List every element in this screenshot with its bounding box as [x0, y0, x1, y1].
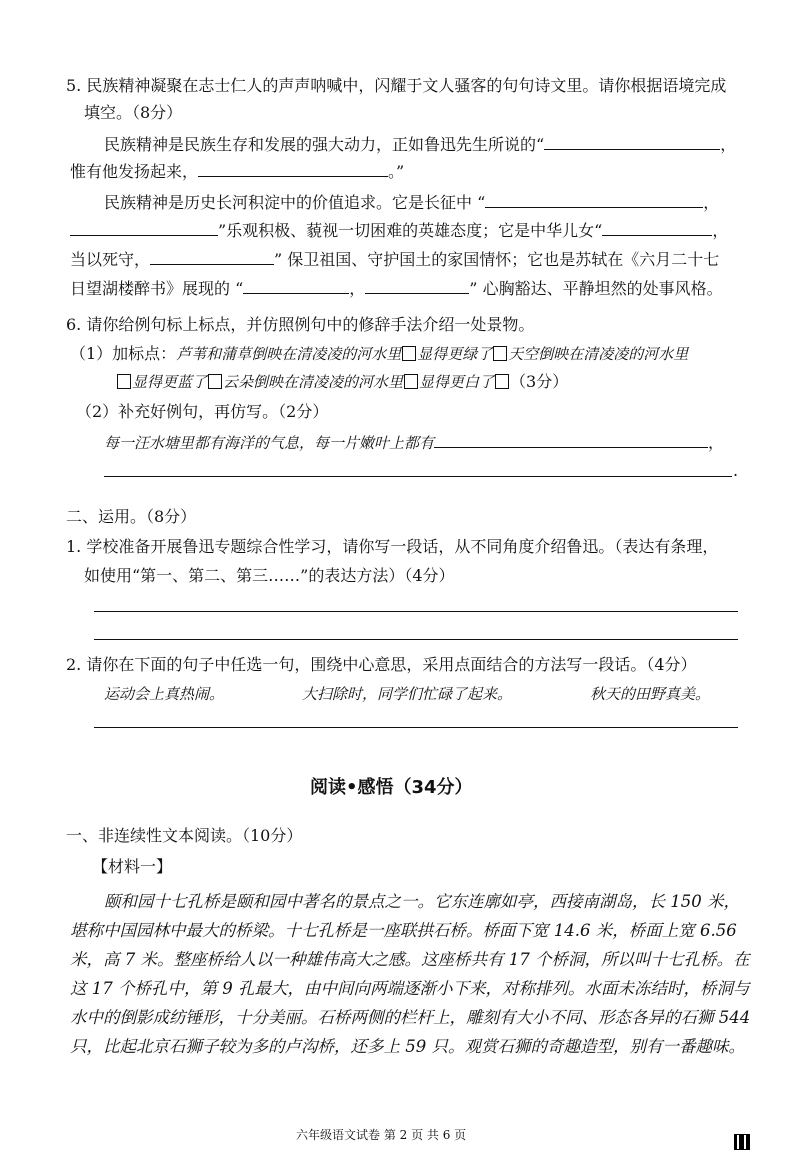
blank-1[interactable]: [544, 134, 720, 150]
material-line-1: 颐和园十七孔桥是颐和园中著名的景点之一。它东连廓如亭，西接南湖岛，长 150 米，: [104, 892, 740, 911]
material-line-5: 水中的倒影成纺锤形，十分美丽。石桥两侧的栏杆上，雕刻有大小不同、形态各异的石狮 544: [70, 1008, 751, 1027]
material-line-4: 这 17 个桥孔中，第 9 孔最大，由中间向两端逐渐小下来，对称排列。水面未冻结时，桥洞与: [70, 979, 750, 998]
blank-8[interactable]: [365, 278, 469, 294]
part2-q1-line2: 如使用“第一、第二、第三……”的表达方法）（4分）: [84, 566, 455, 585]
section-title: 阅读•感悟（34分）: [310, 777, 473, 798]
q6-sub1-line1: （1）加标点：芦苇和蒲草倒映在清凌凌的河水里 显得更绿了 天空倒映在清凌凌的河水里: [70, 344, 689, 363]
answer-line-q6[interactable]: [104, 476, 732, 477]
punct-box-4[interactable]: [208, 374, 222, 389]
q6-stem: 6. 请你给例句标上标点，并仿照例句中的修辞手法介绍一处景物。: [66, 315, 535, 334]
punct-box-2[interactable]: [493, 346, 507, 361]
blank-5[interactable]: [602, 220, 712, 236]
material-label: 【材料一】: [92, 857, 173, 876]
q5-para2-line1: 民族精神是历史长河积淀中的价值追求。它是长征中 “ ，: [104, 193, 720, 212]
q6-period: .: [733, 461, 739, 480]
blank-7[interactable]: [243, 278, 349, 294]
material-line-6: 只，比起北京石狮子较为多的卢沟桥，还多上 59 只。观赏石狮的奇趣造型，别有一番趣味。: [70, 1037, 745, 1056]
part2-q1-line1: 1. 学校准备开展鲁迅专题综合性学习，请你写一段话，从不同角度介绍鲁迅。（表达有条理，: [66, 537, 719, 556]
material-line-2: 堪称中国园林中最大的桥梁。十七孔桥是一座联拱石桥。桥面下宽 14.6 米，桥面上宽 6.56: [70, 921, 737, 940]
blank-9[interactable]: [434, 432, 708, 448]
page-footer: 六年级语文试卷 第 2 页 共 6 页: [296, 1128, 467, 1142]
part2-heading: 二、运用。（8分）: [66, 507, 197, 526]
option-2: 大扫除时，同学们忙碌了起来。: [302, 685, 513, 703]
blank-3[interactable]: [485, 192, 703, 208]
punct-box-5[interactable]: [404, 374, 418, 389]
material-line-3: 米，高 7 米。整座桥给人以一种雄伟高大之感。这座桥共有 17 个桥洞，所以叫十七孔桥。在: [70, 950, 750, 969]
q5-stem-line1: 5. 民族精神凝聚在志士仁人的声声呐喊中，闪耀于文人骚客的句句诗文里。请你根据语境完成: [66, 76, 727, 95]
qr-code-icon: [734, 1134, 750, 1150]
option-3: 秋天的田野真美。: [590, 685, 711, 703]
punct-box-1[interactable]: [402, 346, 416, 361]
q5-para2-line2: ”乐观积极、藐视一切困难的英雄态度；它是中华儿女“ ，: [70, 220, 728, 241]
q5-stem-line2: 填空。（8分）: [84, 103, 183, 122]
blank-6[interactable]: [150, 249, 274, 265]
punct-box-6[interactable]: [495, 374, 509, 389]
part2-q2: 2. 请你在下面的句子中任选一句，围绕中心意思，采用点面结合的方法写一段话。（4分）: [66, 655, 697, 674]
reading-subheading: 一、非连续性文本阅读。（10分）: [66, 826, 303, 845]
answer-line-3[interactable]: [94, 727, 738, 728]
q6-sub2-line: 每一汪水塘里都有海洋的气息，每一片嫩叶上都有 ，: [104, 433, 725, 452]
q5-para1-line2: 惟有他发扬起来， 。”: [70, 162, 405, 181]
q5-para2-line4: 日望湖楼醉书》展现的 “ ， ” 心胸豁达、平静坦然的处事风格。: [70, 279, 723, 298]
answer-line-2[interactable]: [94, 639, 738, 640]
blank-4[interactable]: [70, 220, 218, 236]
answer-line-1[interactable]: [94, 611, 738, 612]
q5-para2-line3: 当以死守， ” 保卫祖国、守护国土的家国情怀；它也是苏轼在《六月二十七: [70, 250, 720, 269]
punct-box-3[interactable]: [117, 374, 131, 389]
blank-2[interactable]: [198, 161, 388, 177]
q5-para1-text: 民族精神是民族生存和发展的强大动力，正如鲁迅先生所说的“: [104, 135, 545, 154]
option-1: 运动会上真热闹。: [104, 685, 225, 703]
q6-sub1-line2: 显得更蓝了 云朵倒映在清凌凌的河水里 显得更白了 （3分）: [116, 372, 568, 392]
q5-para1-line1: 民族精神是民族生存和发展的强大动力，正如鲁迅先生所说的“ ，: [104, 135, 737, 154]
q6-sub2-label: （2）补充好例句，再仿写。（2分）: [76, 402, 329, 421]
